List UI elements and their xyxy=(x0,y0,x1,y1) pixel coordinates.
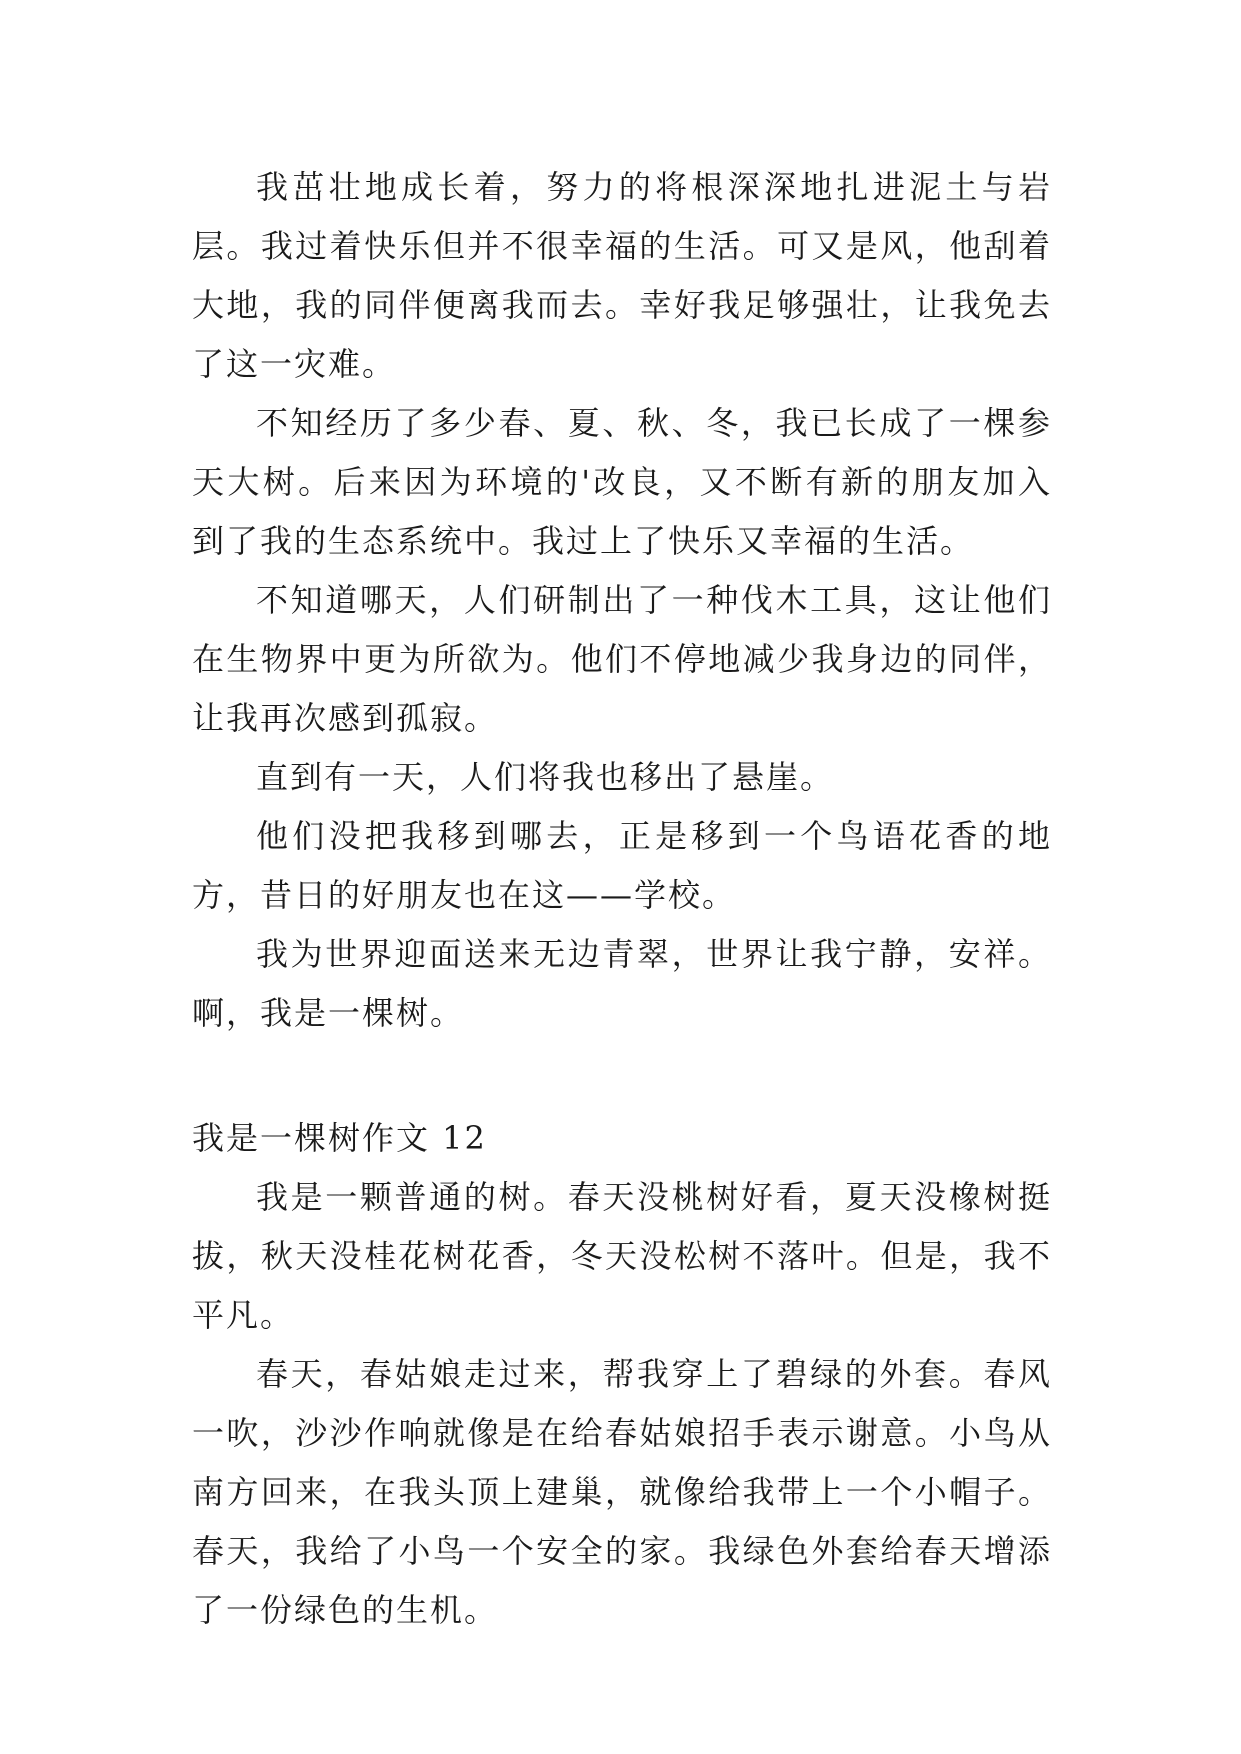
document-body xyxy=(192,158,1052,1640)
section-title: 我是一棵树作文 12 xyxy=(192,1119,487,1157)
paragraph: 不知道哪天，人们研制出了一种伐木工具，这让他们在生物界中更为所欲为。他们不停地减少我身边的同伴，让我再次感到孤寂。 xyxy=(192,581,1052,737)
paragraph: 不知经历了多少春、夏、秋、冬，我已长成了一棵参天大树。后来因为环境的'改良，又不断有新的朋友加入到了我的生态系统中。我过上了快乐又幸福的生活。 xyxy=(192,404,1052,560)
paragraph: 直到有一天，人们将我也移出了悬崖。 xyxy=(256,758,835,796)
paragraph: 我为世界迎面送来无边青翠，世界让我宁静，安祥。啊，我是一棵树。 xyxy=(192,935,1052,1032)
paragraph: 我茁壮地成长着，努力的将根深深地扎进泥土与岩层。我过着快乐但并不很幸福的生活。可又是风，他刮着大地，我的同伴便离我而去。幸好我足够强壮，让我免去了这一灾难。 xyxy=(192,168,1052,383)
paragraph: 春天，春姑娘走过来，帮我穿上了碧绿的外套。春风一吹，沙沙作响就像是在给春姑娘招手表示谢意。小鸟从南方回来，在我头顶上建巢，就像给我带上一个小帽子。春天，我给了小鸟一个安全的家。我绿色外套给春天增添了一份绿色的生机。 xyxy=(192,1355,1052,1629)
paragraph: 我是一颗普通的树。春天没桃树好看，夏天没橡树挺拔，秋天没桂花树花香，冬天没松树不落叶。但是，我不平凡。 xyxy=(192,1178,1052,1334)
paragraph: 他们没把我移到哪去，正是移到一个鸟语花香的地方，昔日的好朋友也在这——学校。 xyxy=(192,817,1052,914)
